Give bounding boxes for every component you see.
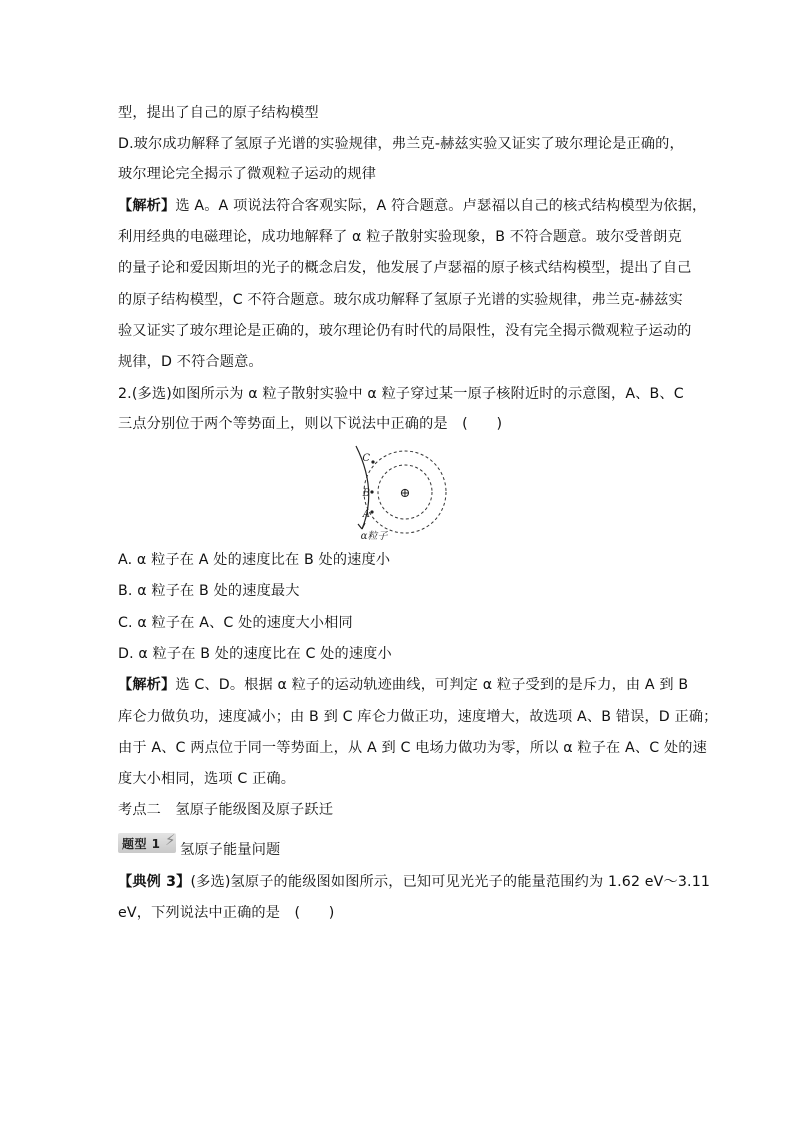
text-line: 规律，D 不符合题意。 [118, 354, 263, 370]
option-d: D. α 粒子在 B 处的速度比在 C 处的速度小 [118, 646, 392, 662]
analysis-text: 选 A。A 项说法符合客观实际，A 符合题意。卢瑟福以自己的核式结构模型为依据， [175, 198, 707, 214]
question-type-title: 氢原子能量问题 [180, 842, 281, 858]
point-a-dot [370, 510, 373, 513]
text-line: 玻尔理论完全揭示了微观粒子运动的规律 [118, 166, 377, 182]
point-b-label: B [362, 488, 370, 499]
alpha-particle-caption: α粒子 [360, 531, 388, 542]
nucleus-symbol: ⊕ [399, 486, 411, 501]
example-3-cont: eV，下列说法中正确的是 ( ) [118, 905, 335, 921]
option-b: B. α 粒子在 B 处的速度最大 [118, 583, 300, 599]
point-a-label: A [362, 509, 370, 520]
text-line: 型，提出了自己的原子结构模型 [118, 105, 319, 121]
analysis-text: 选 C、D。根据 α 粒子的运动轨迹曲线，可判定 α 粒子受到的是斥力，由 A 到 B [175, 677, 689, 693]
analysis-label: 【解析】 [118, 677, 176, 693]
lightning-icon: ⚡ [165, 831, 176, 849]
question-2: 2.(多选)如图所示为 α 粒子散射实验中 α 粒子穿过某一原子核附近时的示意图，A、B、C [118, 386, 684, 402]
example-label: 【典例 3】 [118, 874, 191, 890]
text-line: 由于 A、C 两点位于同一等势面上，从 A 到 C 电场力做功为零，所以 α 粒子在 A、C 处的速 [118, 740, 707, 756]
point-c-dot [371, 460, 374, 463]
alpha-scattering-diagram [340, 440, 460, 545]
question-type-tag [118, 833, 176, 853]
point-c-label: C [362, 453, 370, 464]
text-line: 库仑力做负功，速度减小；由 B 到 C 库仑力做正功，速度增大，故选项 A、B 错误，D 正确； [118, 709, 718, 725]
text-line: 的原子结构模型，C 不符合题意。玻尔成功解释了氢原子光谱的实验规律，弗兰克-赫兹实 [118, 292, 683, 308]
text-line: 度大小相同，选项 C 正确。 [118, 771, 296, 787]
option-c: C. α 粒子在 A、C 处的速度大小相同 [118, 615, 353, 631]
option-d-text: D.玻尔成功解释了氢原子光谱的实验规律，弗兰克-赫兹实验又证实了玻尔理论是正确的， [118, 136, 684, 152]
analysis-paragraph-2 [118, 675, 688, 695]
tag-label: 题型 1 [122, 837, 161, 851]
text-line: 利用经典的电磁理论，成功地解释了 α 粒子散射实验现象，B 不符合题意。玻尔受普朗克 [118, 229, 682, 245]
example-text: (多选)氢原子的能级图如图所示，已知可见光光子的能量范围约为 1.62 eV～3.11 [190, 874, 711, 890]
trajectory-arrow [358, 523, 365, 529]
analysis-label: 【解析】 [118, 198, 176, 214]
point-b-dot [370, 490, 373, 493]
text-line: 验又证实了玻尔理论是正确的，玻尔理论仍有时代的局限性，没有完全揭示微观粒子运动的 [118, 323, 692, 339]
option-a: A. α 粒子在 A 处的速度比在 B 处的速度小 [118, 552, 391, 568]
section-heading: 考点二 氢原子能级图及原子跃迁 [118, 802, 334, 818]
text-line: 的量子论和爱因斯坦的光子的概念启发，他发展了卢瑟福的原子核式结构模型，提出了自己 [118, 260, 692, 276]
example-3 [118, 872, 710, 892]
analysis-paragraph [118, 196, 706, 216]
question-2-cont: 三点分别位于两个等势面上，则以下说法中正确的是 ( ) [118, 416, 503, 432]
